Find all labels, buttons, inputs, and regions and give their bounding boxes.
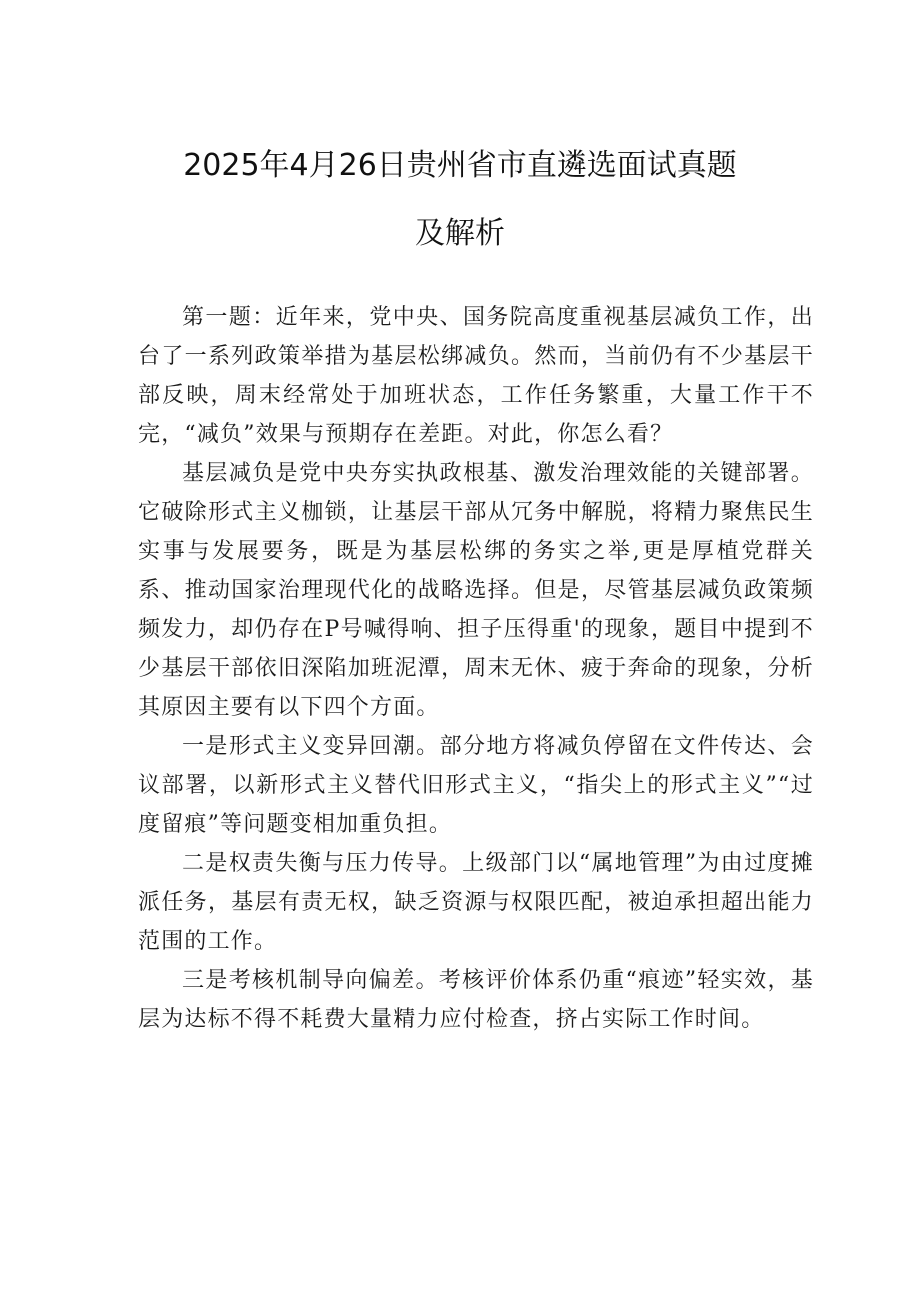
reason-two-paragraph: 二是权责失衡与压力传导。上级部门以“属地管理”为由过度摊派任务，基层有责无权，缺乏资源与权限匹配，被迫承担超出能力范围的工作。	[138, 851, 814, 954]
document-title-line-2: 及解析	[415, 216, 505, 251]
reason-three-paragraph: 三是考核机制导向偏差。考核评价体系仍重“痕迹”轻实效，基层为达标不得不耗费大量精力应付检查，挤占实际工作时间。	[138, 968, 814, 1032]
answer-intro-paragraph: 基层减负是党中央夯实执政根基、激发治理效能的关键部署。它破除形式主义枷锁，让基层干部从冗务中解脱，将精力聚焦民生实事与发展要务，既是为基层松绑的务实之举,更是厚植党群关系、推动国家治理现代化的战略选择。但是，尽管基层减负政策频频发力，却仍存在P号喊得响、担子压得重'的现象，题目中提到不少基层干部依旧深陷加班泥潭，周末无休、疲于奔命的现象，分析其原因主要有以下四个方面。	[138, 461, 814, 720]
document-body	[138, 298, 814, 1039]
document-title-line-1: 2025年4月26日贵州省市直遴选面试真题	[183, 148, 737, 183]
reason-one-paragraph: 一是形式主义变异回潮。部分地方将减负停留在文件传达、会议部署，以新形式主义替代旧形式主义，“指尖上的形式主义”“过度留痕”等问题变相加重负担。	[138, 734, 814, 837]
question-paragraph: 第一题：近年来，党中央、国务院高度重视基层减负工作，出台了一系列政策举措为基层松绑减负。然而，当前仍有不少基层干部反映，周末经常处于加班状态，工作任务繁重，大量工作干不完，“减负”效果与预期存在差距。对此，你怎么看？	[138, 305, 814, 447]
